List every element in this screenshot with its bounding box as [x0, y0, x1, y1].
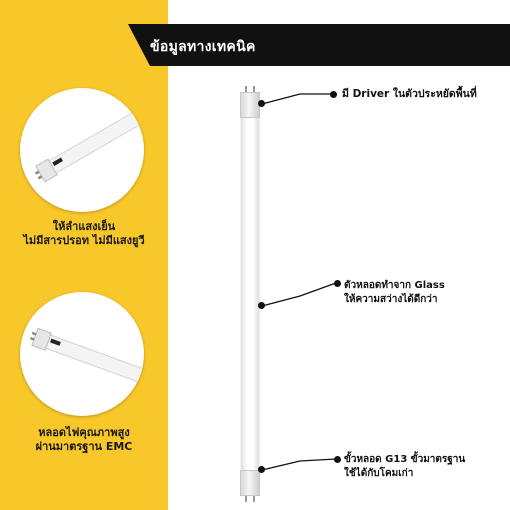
callout-dot-3b — [334, 456, 341, 463]
connector-line-2 — [262, 283, 336, 306]
annotation-1-line-1: มี Driver ในตัวประหยัดพื้นที่ — [342, 88, 477, 100]
annotation-2-line-1: ตัวหลอดทำจาก Glass — [344, 280, 445, 291]
callout-dot-1a — [258, 100, 265, 107]
feature-1-line-2: ไม่มีสารปรอท ไม่มีแสงยูวี — [23, 234, 145, 247]
connector-line-1 — [262, 94, 332, 104]
header-title: ข้อมูลทางเทคนิค — [150, 39, 256, 55]
annotation-2-line-2: ให้ความสว่างได้ดีกว่า — [344, 294, 438, 305]
feature-2-line-2: ผ่านมาตรฐาน EMC — [35, 440, 133, 453]
annotation-3-line-2: ใช้ได้กับโคมเก่า — [344, 468, 414, 479]
connector-line-3 — [262, 459, 336, 470]
annotation-3-line-1: ขั้วหลอด G13 ขั้วมาตรฐาน — [344, 454, 466, 465]
callout-dot-3a — [258, 466, 265, 473]
feature-1-line-1: ให้ลำแสงเย็น — [52, 220, 116, 233]
callout-dot-1b — [330, 91, 337, 98]
annotation-glass — [344, 279, 445, 307]
annotation-g13 — [344, 453, 465, 481]
annotation-driver — [342, 87, 477, 101]
callout-dot-2a — [258, 302, 265, 309]
callout-dot-2b — [334, 280, 341, 287]
feature-2-line-1: หลอดไฟคุณภาพสูง — [38, 426, 130, 439]
